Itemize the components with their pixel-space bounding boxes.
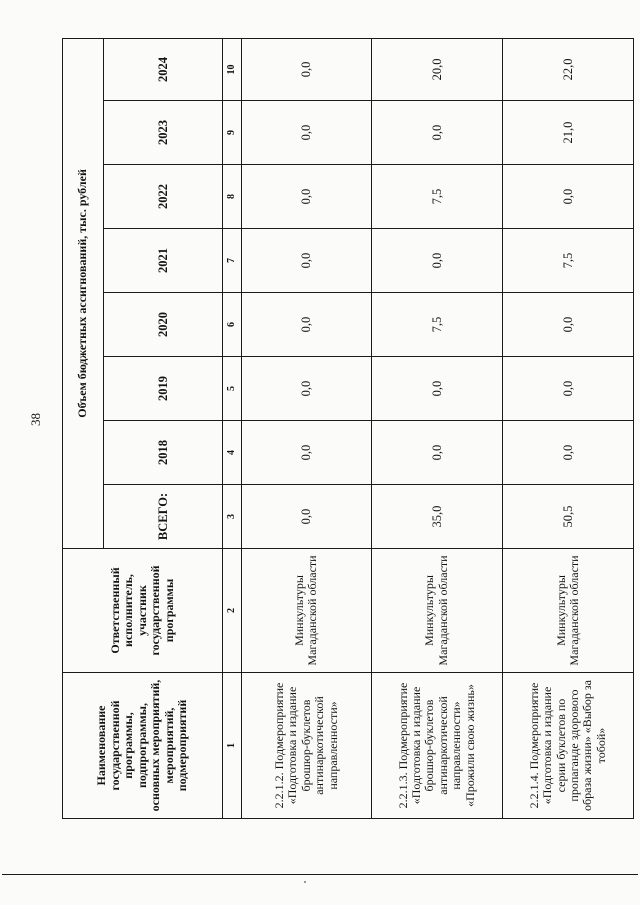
header-year-2024: 2024 [103,38,222,100]
header-year-2018: 2018 [103,421,222,485]
row-total-cell: 0,0 [241,485,371,549]
row-responsible-cell: Минкультуры Магаданской области [371,549,502,673]
header-name-column: Наименование государственной программы, подпрограммы, основных мероприятий, мероприятий, подмероприятий [63,673,223,819]
column-number: 9 [222,101,241,165]
column-number: 5 [222,357,241,421]
row-name-cell: 2.2.1.4. Подмероприятие «Подготовка и издание серии буклетов по пропаганде здорового образа жизни» «Выбор за тобой» [502,673,633,819]
row-value-2019: 0,0 [502,357,633,421]
row-name-cell: 2.2.1.3. Подмероприятие «Подготовка и издание брошюр-буклетов антинаркотической направленности» «Прожили свою жизнь» [371,673,502,819]
row-value-2020: 0,0 [502,293,633,357]
row-value-2018: 0,0 [502,421,633,485]
row-value-2023: 0,0 [241,101,371,165]
row-value-2023: 0,0 [371,101,502,165]
row-value-2022: 7,5 [371,165,502,229]
column-number: 10 [222,38,241,100]
row-value-2022: 0,0 [241,165,371,229]
header-year-2020: 2020 [103,293,222,357]
row-value-2021: 7,5 [502,229,633,293]
column-number: 8 [222,165,241,229]
row-value-2024: 20,0 [371,38,502,100]
row-value-2019: 0,0 [371,357,502,421]
row-value-2021: 0,0 [241,229,371,293]
row-value-2020: 7,5 [371,293,502,357]
row-value-2018: 0,0 [241,421,371,485]
header-year-2021: 2021 [103,229,222,293]
table-row [241,38,371,818]
column-number: 7 [222,229,241,293]
header-year-2023: 2023 [103,101,222,165]
row-value-2022: 0,0 [502,165,633,229]
row-value-2019: 0,0 [241,357,371,421]
table-row [371,38,502,818]
row-value-2024: 22,0 [502,38,633,100]
row-total-cell: 35,0 [371,485,502,549]
scan-artifact [304,881,306,883]
table-row [502,38,633,818]
column-number: 1 [222,673,241,819]
row-responsible-cell: Минкультуры Магаданской области [241,549,371,673]
row-value-2020: 0,0 [241,293,371,357]
bottom-rule [2,874,638,875]
row-name-cell: 2.2.1.2. Подмероприятие «Подготовка и издание брошюр-буклетов антинаркотической направленности» [241,673,371,819]
row-total-cell: 50,5 [502,485,633,549]
budget-table-block [62,39,634,819]
row-value-2021: 0,0 [371,229,502,293]
row-value-2018: 0,0 [371,421,502,485]
header-total: ВСЕГО: [103,485,222,549]
row-responsible-cell: Минкультуры Магаданской области [502,549,633,673]
budget-table [62,38,634,819]
header-budget-group: Объем бюджетных ассигнований, тыс. рублей [63,38,104,548]
column-number: 3 [222,485,241,549]
column-number: 2 [222,549,241,673]
header-responsible-column: Ответственный исполнитель, участник государственной программы [63,549,223,673]
header-year-2022: 2022 [103,165,222,229]
row-value-2024: 0,0 [241,38,371,100]
header-year-2019: 2019 [103,357,222,421]
column-number: 6 [222,293,241,357]
row-value-2023: 21,0 [502,101,633,165]
page-number: 38 [28,413,43,426]
column-number: 4 [222,421,241,485]
